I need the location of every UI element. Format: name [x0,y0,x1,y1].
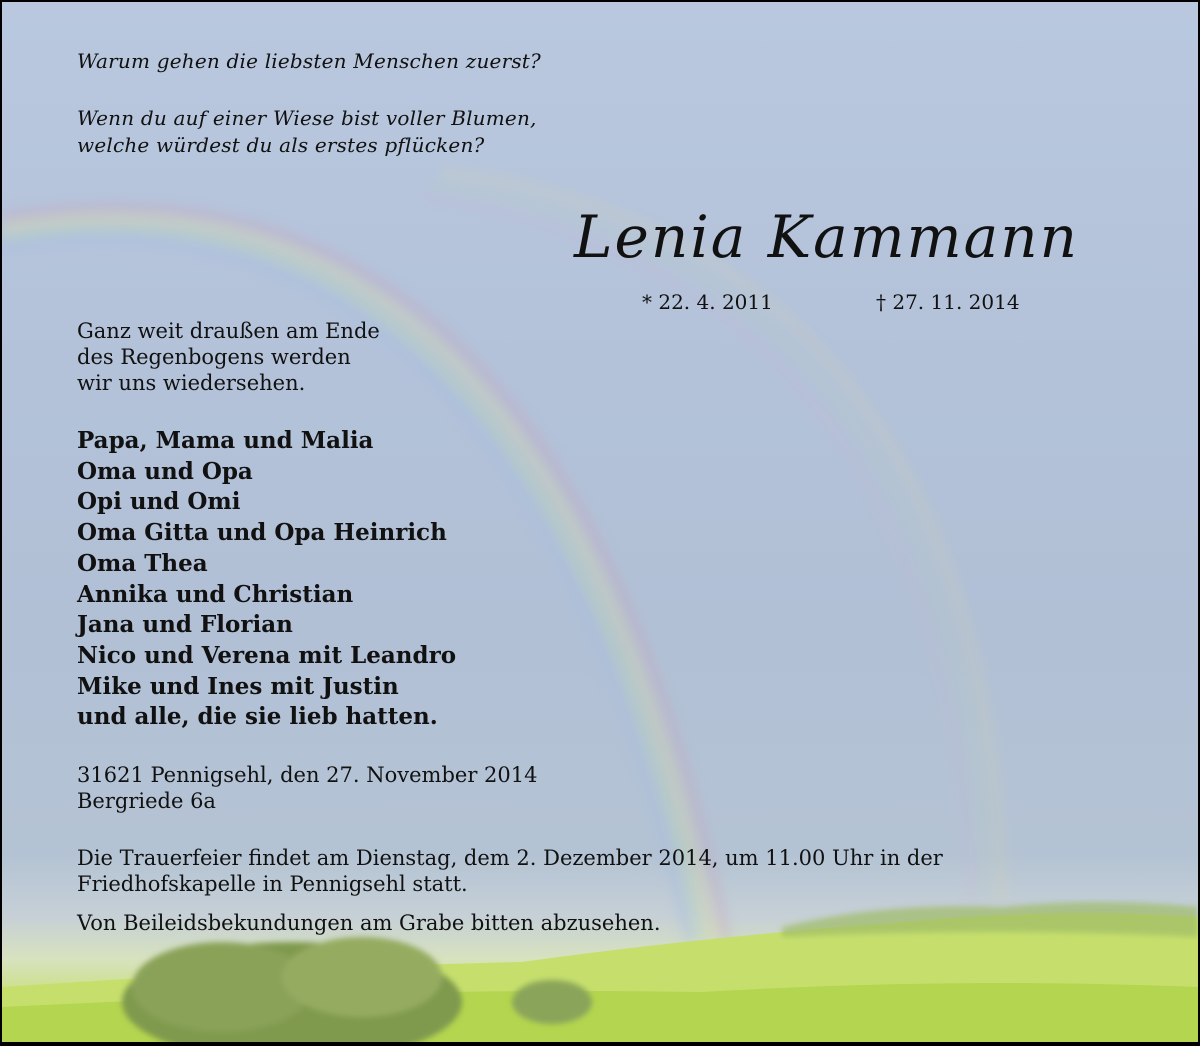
mourner-line: Papa, Mama und Malia [77,427,374,454]
verse-line: des Regenbogens werden [77,345,351,369]
condolence-note [77,910,661,936]
deceased-name: Lenia Kammann [574,203,1079,271]
funeral-line-2: Friedhofskapelle in Pennigsehl statt. [77,872,468,896]
place-date-address [77,762,538,814]
condolence-line: Von Beileidsbekundungen am Grabe bitten abzusehen. [77,911,661,935]
funeral-line-1: Die Trauerfeier findet am Dienstag, dem 2. Dezember 2014, um 11.00 Uhr in der [77,846,943,870]
street-address: Bergriede 6a [77,789,216,813]
mourner-line: Jana und Florian [77,611,293,639]
place-date: 31621 Pennigsehl, den 27. November 2014 [77,763,538,787]
mourner-line: und alle, die sie lieb hatten. [77,703,438,731]
quote-question [77,48,541,75]
mourner-line: Mike und Ines mit Justin [77,672,399,700]
birth-date: * 22. 4. 2011 [642,290,773,314]
rainbow-verse [77,318,380,396]
quote-line-1: Warum gehen die liebsten Menschen zuerst? [77,49,541,73]
mourner-line: Oma Thea [77,549,208,577]
quote-meadow [77,105,537,159]
funeral-info [77,845,943,897]
mourner-line: Opi und Omi [77,488,241,516]
mourner-line: Annika und Christian [77,580,354,608]
mourner-line: Oma und Opa [77,457,253,485]
mourners-list [77,426,456,733]
death-date: † 27. 11. 2014 [876,290,1020,314]
quote-line-3: welche würdest du als erstes pflücken? [77,133,485,157]
verse-line: Ganz weit draußen am Ende [77,319,380,343]
mourner-line: Oma Gitta und Opa Heinrich [77,519,447,547]
quote-line-2: Wenn du auf einer Wiese bist voller Blumen, [77,106,537,130]
mourner-line: Nico und Verena mit Leandro [77,641,457,669]
verse-line: wir uns wiedersehen. [77,371,306,395]
death-notice [2,2,1198,1042]
